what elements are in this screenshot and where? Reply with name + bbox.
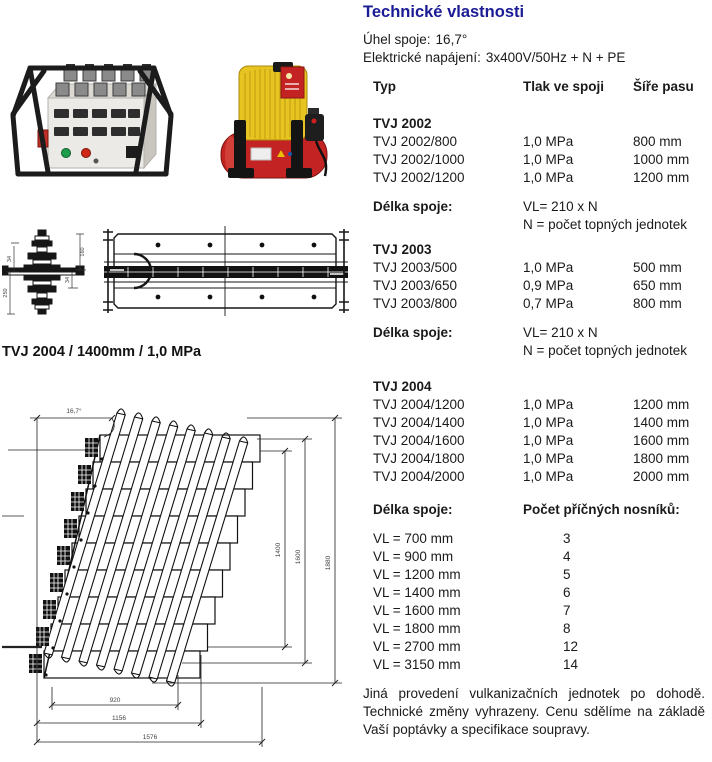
general-specs	[363, 31, 707, 67]
pressure-switch	[305, 108, 324, 141]
vl-row: VL = 3150 mm 14	[373, 657, 579, 672]
vl-row: VL = 1200 mm 5	[373, 567, 571, 582]
side-view-drawing	[98, 226, 356, 316]
note-delka-2002: Délka spoje: VL= 210 x N	[373, 199, 598, 214]
note-n-2002: N = počet topných jednotek	[523, 217, 687, 232]
spec-angle: Úhel spoje: 16,7°	[363, 32, 468, 47]
control-unit-photo	[8, 54, 176, 186]
svg-text:160: 160	[80, 247, 86, 257]
vl-table	[363, 530, 707, 674]
table-row: TVJ 2004/1800 1,0 MPa 1800 mm	[373, 451, 690, 466]
compressor-photo	[215, 56, 333, 186]
svg-text:16,7°: 16,7°	[66, 408, 82, 415]
note-delka-2003: Délka spoje: VL= 210 x N	[373, 325, 598, 340]
vl-row: VL = 1800 mm 8	[373, 621, 571, 636]
vl-row: VL = 900 mm 4	[373, 549, 571, 564]
table-row: TVJ 2004/1400 1,0 MPa 1400 mm	[373, 415, 690, 430]
table-row: TVJ 2002/1000 1,0 MPa 1000 mm	[373, 152, 690, 167]
vl-row: VL = 700 mm 3	[373, 531, 571, 546]
table-row: TVJ 2003/650 0,9 MPa 650 mm	[373, 278, 682, 293]
page-title: Technické vlastnosti	[363, 3, 525, 21]
specs-column	[363, 0, 707, 739]
table-row: TVJ 2004/2000 1,0 MPa 2000 mm	[373, 469, 690, 484]
drawing-caption: TVJ 2004 / 1400mm / 1,0 MPa	[2, 344, 202, 360]
brand-label	[281, 67, 304, 98]
svg-text:1156: 1156	[112, 715, 126, 722]
table-row: TVJ 2004/1600 1,0 MPa 1600 mm	[373, 433, 690, 448]
svg-text:34: 34	[65, 276, 71, 284]
col-tlak: Tlak ve spoji	[523, 79, 605, 94]
col-sire: Šíře pasu	[633, 79, 694, 94]
group-tvj-2003: TVJ 2003	[373, 242, 432, 257]
group-tvj-2004: TVJ 2004	[373, 379, 432, 394]
svg-text:1880: 1880	[325, 555, 332, 571]
spec-power: Elektrické napájení: 3x400V/50Hz + N + PE	[363, 50, 626, 65]
svg-text:34: 34	[7, 255, 13, 263]
green-button	[62, 149, 71, 158]
svg-text:1600: 1600	[295, 549, 302, 565]
svg-text:250: 250	[3, 288, 9, 298]
table-row: TVJ 2003/500 1,0 MPa 500 mm	[373, 260, 682, 275]
vl-row: VL = 2700 mm 12	[373, 639, 579, 654]
table-row: TVJ 2004/1200 1,0 MPa 1200 mm	[373, 397, 690, 412]
svg-text:1576: 1576	[142, 734, 158, 741]
group-tvj-2002: TVJ 2002	[373, 116, 432, 131]
table-header	[363, 78, 707, 96]
table-row: TVJ 2002/800 1,0 MPa 800 mm	[373, 134, 682, 149]
vl-row: VL = 1600 mm 7	[373, 603, 571, 618]
vl-row: VL = 1400 mm 6	[373, 585, 571, 600]
tank-label	[251, 148, 271, 160]
splice-diagram	[2, 385, 358, 760]
note-n-2003: N = počet topných jednotek	[523, 343, 687, 358]
footer-note: Jiná provedení vulkanizačních jednotek po dohodě. Technické změny vyhrazeny. Cenu sdělíme na základě Vaší poptávky a specifikace soupravy.	[363, 686, 705, 737]
red-button	[82, 149, 91, 158]
note-delka-2004: Délka spoje: Počet příčných nosníků:	[373, 502, 680, 517]
svg-text:920: 920	[109, 697, 121, 704]
svg-text:1400: 1400	[275, 542, 282, 558]
cross-section-drawing	[2, 226, 97, 316]
table-row: TVJ 2003/800 0,7 MPa 800 mm	[373, 296, 682, 311]
col-typ: Typ	[373, 79, 396, 94]
table-row: TVJ 2002/1200 1,0 MPa 1200 mm	[373, 170, 690, 185]
